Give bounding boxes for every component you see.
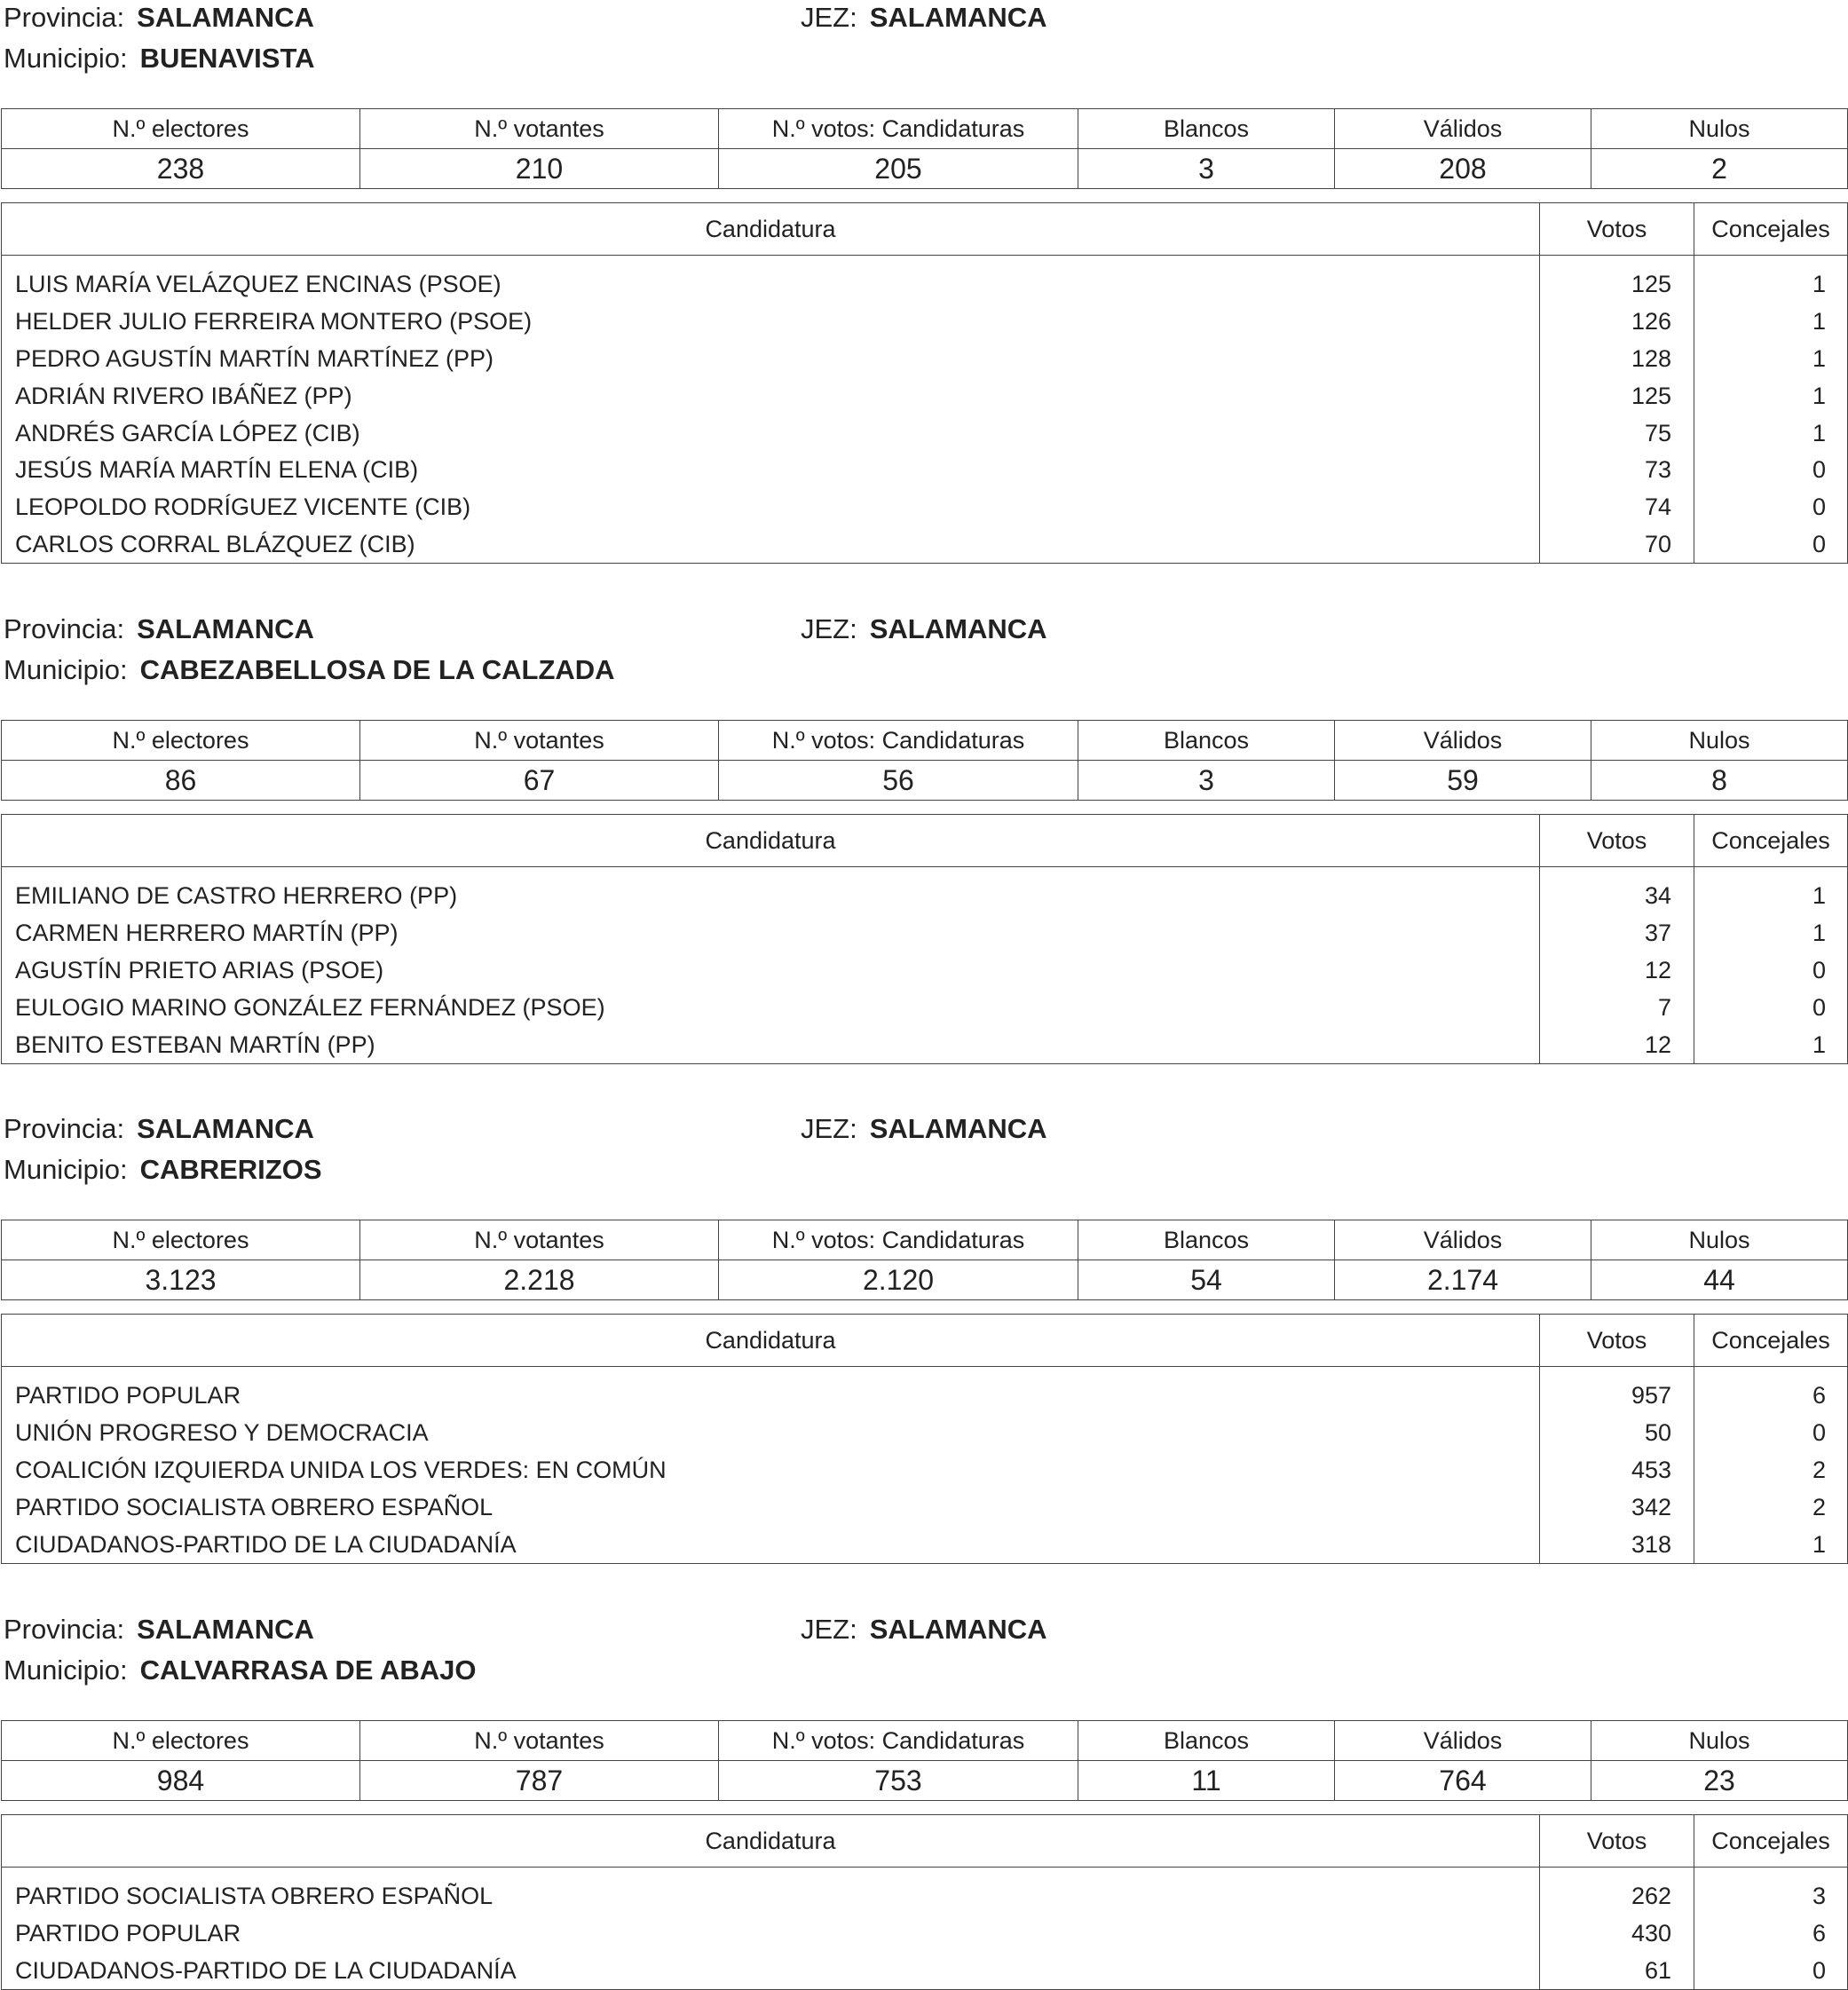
nulos-value: 8 bbox=[1591, 761, 1848, 801]
votos-header: Votos bbox=[1540, 203, 1694, 256]
candidate-name: COALICIÓN IZQUIERDA UNIDA LOS VERDES: EN COMÚN bbox=[2, 1452, 1540, 1489]
candidate-name: PEDRO AGUSTÍN MARTÍN MARTÍNEZ (PP) bbox=[2, 341, 1540, 378]
candidate-row bbox=[2, 1489, 1848, 1526]
votantes-header: N.º votantes bbox=[360, 1721, 719, 1761]
candidate-concejales: 2 bbox=[1694, 1452, 1848, 1489]
candidate-name: CARMEN HERRERO MARTÍN (PP) bbox=[2, 915, 1540, 952]
municipio-value: CABEZABELLOSA DE LA CALZADA bbox=[139, 654, 615, 685]
candidates-header-row bbox=[2, 1315, 1848, 1367]
electores-header: N.º electores bbox=[2, 1220, 360, 1260]
candidate-votes: 34 bbox=[1540, 867, 1694, 915]
candidate-votes: 430 bbox=[1540, 1915, 1694, 1953]
blancos-header: Blancos bbox=[1078, 1721, 1335, 1761]
jez-label: JEZ: bbox=[801, 1614, 857, 1645]
candidates-header-row bbox=[2, 1815, 1848, 1868]
candidate-concejales: 1 bbox=[1694, 915, 1848, 952]
blancos-header: Blancos bbox=[1078, 1220, 1335, 1260]
stats-table bbox=[1, 720, 1848, 801]
jez-label: JEZ: bbox=[801, 1113, 857, 1144]
jez-value: SALAMANCA bbox=[869, 1113, 1047, 1144]
candidates-body bbox=[2, 1367, 1848, 1564]
electores-value: 86 bbox=[2, 761, 360, 801]
candidates-table bbox=[1, 202, 1848, 564]
blancos-header: Blancos bbox=[1078, 109, 1335, 149]
stats-values-row bbox=[2, 761, 1848, 801]
candidate-concejales: 1 bbox=[1694, 415, 1848, 452]
votantes-value: 2.218 bbox=[360, 1260, 719, 1300]
candidates-table bbox=[1, 1814, 1848, 1990]
blancos-value: 54 bbox=[1078, 1260, 1335, 1300]
candidate-name: BENITO ESTEBAN MARTÍN (PP) bbox=[2, 1026, 1540, 1063]
candidatura-header: Candidatura bbox=[2, 203, 1540, 256]
candidate-concejales: 0 bbox=[1694, 1415, 1848, 1452]
votos-header: Votos bbox=[1540, 1815, 1694, 1868]
candidate-row bbox=[2, 1953, 1848, 1990]
candidate-concejales: 3 bbox=[1694, 1868, 1848, 1915]
candidate-row bbox=[2, 1526, 1848, 1563]
candidates-header-row bbox=[2, 815, 1848, 867]
votos-candidaturas-header: N.º votos: Candidaturas bbox=[719, 1220, 1078, 1260]
concejales-header: Concejales bbox=[1694, 203, 1848, 256]
candidate-name: EMILIANO DE CASTRO HERRERO (PP) bbox=[2, 867, 1540, 915]
provincia-value: SALAMANCA bbox=[137, 613, 314, 644]
nulos-header: Nulos bbox=[1591, 1721, 1848, 1761]
votantes-value: 67 bbox=[360, 761, 719, 801]
stats-values-row bbox=[2, 1761, 1848, 1801]
candidate-name: LUIS MARÍA VELÁZQUEZ ENCINAS (PSOE) bbox=[2, 256, 1540, 304]
stats-table bbox=[1, 108, 1848, 189]
candidate-row bbox=[2, 377, 1848, 415]
candidate-name: CIUDADANOS-PARTIDO DE LA CIUDADANÍA bbox=[2, 1526, 1540, 1563]
validos-value: 2.174 bbox=[1335, 1260, 1591, 1300]
candidate-row bbox=[2, 415, 1848, 452]
validos-header: Válidos bbox=[1335, 1220, 1591, 1260]
candidate-concejales: 0 bbox=[1694, 452, 1848, 489]
nulos-value: 44 bbox=[1591, 1260, 1848, 1300]
candidate-row bbox=[2, 489, 1848, 526]
candidate-row bbox=[2, 1026, 1848, 1063]
candidate-concejales: 0 bbox=[1694, 526, 1848, 564]
municipio-line bbox=[4, 1653, 476, 1688]
candidate-name: ANDRÉS GARCÍA LÓPEZ (CIB) bbox=[2, 415, 1540, 452]
votantes-header: N.º votantes bbox=[360, 721, 719, 761]
candidate-name: ADRIÁN RIVERO IBÁÑEZ (PP) bbox=[2, 377, 1540, 415]
concejales-header: Concejales bbox=[1694, 1815, 1848, 1868]
candidate-name: PARTIDO SOCIALISTA OBRERO ESPAÑOL bbox=[2, 1489, 1540, 1526]
candidate-row bbox=[2, 989, 1848, 1026]
stats-values-row bbox=[2, 149, 1848, 189]
validos-header: Válidos bbox=[1335, 109, 1591, 149]
candidate-votes: 318 bbox=[1540, 1526, 1694, 1563]
candidate-concejales: 1 bbox=[1694, 256, 1848, 304]
candidate-name: UNIÓN PROGRESO Y DEMOCRACIA bbox=[2, 1415, 1540, 1452]
candidate-votes: 453 bbox=[1540, 1452, 1694, 1489]
candidate-votes: 125 bbox=[1540, 377, 1694, 415]
votos-candidaturas-value: 205 bbox=[719, 149, 1078, 189]
nulos-header: Nulos bbox=[1591, 721, 1848, 761]
candidate-concejales: 6 bbox=[1694, 1915, 1848, 1953]
votos-candidaturas-header: N.º votos: Candidaturas bbox=[719, 109, 1078, 149]
provincia-label: Provincia: bbox=[4, 613, 125, 644]
stats-header-row bbox=[2, 1721, 1848, 1761]
provincia-line bbox=[4, 0, 314, 36]
candidate-votes: 262 bbox=[1540, 1868, 1694, 1915]
electores-header: N.º electores bbox=[2, 1721, 360, 1761]
candidate-votes: 128 bbox=[1540, 341, 1694, 378]
candidate-votes: 61 bbox=[1540, 1953, 1694, 1990]
candidate-row bbox=[2, 952, 1848, 990]
candidate-row bbox=[2, 1415, 1848, 1452]
electores-header: N.º electores bbox=[2, 109, 360, 149]
candidate-concejales: 6 bbox=[1694, 1367, 1848, 1415]
candidates-table bbox=[1, 814, 1848, 1064]
candidate-name: AGUSTÍN PRIETO ARIAS (PSOE) bbox=[2, 952, 1540, 990]
candidate-name: HELDER JULIO FERREIRA MONTERO (PSOE) bbox=[2, 304, 1540, 341]
candidate-row bbox=[2, 915, 1848, 952]
votantes-header: N.º votantes bbox=[360, 1220, 719, 1260]
candidate-concejales: 1 bbox=[1694, 1526, 1848, 1563]
votos-candidaturas-header: N.º votos: Candidaturas bbox=[719, 721, 1078, 761]
candidate-concejales: 0 bbox=[1694, 989, 1848, 1026]
jez-line bbox=[801, 612, 1047, 647]
candidate-name: LEOPOLDO RODRÍGUEZ VICENTE (CIB) bbox=[2, 489, 1540, 526]
validos-value: 208 bbox=[1335, 149, 1591, 189]
candidates-body bbox=[2, 256, 1848, 564]
candidates-table bbox=[1, 1314, 1848, 1564]
candidate-row bbox=[2, 304, 1848, 341]
validos-header: Válidos bbox=[1335, 1721, 1591, 1761]
candidate-concejales: 0 bbox=[1694, 489, 1848, 526]
votos-header: Votos bbox=[1540, 1315, 1694, 1367]
candidate-name: PARTIDO SOCIALISTA OBRERO ESPAÑOL bbox=[2, 1868, 1540, 1915]
nulos-value: 23 bbox=[1591, 1761, 1848, 1801]
candidate-row bbox=[2, 341, 1848, 378]
candidate-row bbox=[2, 1452, 1848, 1489]
votos-header: Votos bbox=[1540, 815, 1694, 867]
nulos-header: Nulos bbox=[1591, 1220, 1848, 1260]
candidate-votes: 7 bbox=[1540, 989, 1694, 1026]
candidate-name: JESÚS MARÍA MARTÍN ELENA (CIB) bbox=[2, 452, 1540, 489]
candidate-concejales: 0 bbox=[1694, 952, 1848, 990]
municipio-label: Municipio: bbox=[4, 1154, 128, 1185]
municipio-value: BUENAVISTA bbox=[139, 43, 315, 74]
votantes-value: 210 bbox=[360, 149, 719, 189]
stats-header-row bbox=[2, 721, 1848, 761]
candidate-concejales: 1 bbox=[1694, 867, 1848, 915]
candidatura-header: Candidatura bbox=[2, 1815, 1540, 1868]
blancos-value: 11 bbox=[1078, 1761, 1335, 1801]
jez-line bbox=[801, 1111, 1047, 1147]
municipio-line bbox=[4, 1152, 322, 1188]
stats-table bbox=[1, 1220, 1848, 1300]
votos-candidaturas-value: 753 bbox=[719, 1761, 1078, 1801]
stats-header-row bbox=[2, 1220, 1848, 1260]
stats-header-row bbox=[2, 109, 1848, 149]
votos-candidaturas-header: N.º votos: Candidaturas bbox=[719, 1721, 1078, 1761]
candidate-row bbox=[2, 452, 1848, 489]
provincia-value: SALAMANCA bbox=[137, 1113, 314, 1144]
candidate-votes: 50 bbox=[1540, 1415, 1694, 1452]
candidate-concejales: 1 bbox=[1694, 1026, 1848, 1063]
validos-header: Válidos bbox=[1335, 721, 1591, 761]
candidate-name: CIUDADANOS-PARTIDO DE LA CIUDADANÍA bbox=[2, 1953, 1540, 1990]
electores-value: 3.123 bbox=[2, 1260, 360, 1300]
candidate-votes: 75 bbox=[1540, 415, 1694, 452]
candidate-name: EULOGIO MARINO GONZÁLEZ FERNÁNDEZ (PSOE) bbox=[2, 989, 1540, 1026]
votantes-header: N.º votantes bbox=[360, 109, 719, 149]
candidate-row bbox=[2, 526, 1848, 564]
votos-candidaturas-value: 2.120 bbox=[719, 1260, 1078, 1300]
candidate-concejales: 1 bbox=[1694, 341, 1848, 378]
jez-label: JEZ: bbox=[801, 613, 857, 644]
candidates-body bbox=[2, 867, 1848, 1064]
concejales-header: Concejales bbox=[1694, 1315, 1848, 1367]
jez-value: SALAMANCA bbox=[869, 2, 1047, 33]
nulos-header: Nulos bbox=[1591, 109, 1848, 149]
municipio-label: Municipio: bbox=[4, 43, 128, 74]
blancos-value: 3 bbox=[1078, 149, 1335, 189]
candidatura-header: Candidatura bbox=[2, 815, 1540, 867]
blancos-value: 3 bbox=[1078, 761, 1335, 801]
provincia-value: SALAMANCA bbox=[137, 1614, 314, 1645]
municipio-line bbox=[4, 652, 615, 688]
candidate-name: PARTIDO POPULAR bbox=[2, 1367, 1540, 1415]
provincia-label: Provincia: bbox=[4, 2, 125, 33]
provincia-line bbox=[4, 612, 314, 647]
candidatura-header: Candidatura bbox=[2, 1315, 1540, 1367]
candidates-header-row bbox=[2, 203, 1848, 256]
electores-header: N.º electores bbox=[2, 721, 360, 761]
votos-candidaturas-value: 56 bbox=[719, 761, 1078, 801]
candidate-concejales: 1 bbox=[1694, 304, 1848, 341]
candidate-votes: 957 bbox=[1540, 1367, 1694, 1415]
jez-value: SALAMANCA bbox=[869, 1614, 1047, 1645]
nulos-value: 2 bbox=[1591, 149, 1848, 189]
jez-line bbox=[801, 1612, 1047, 1647]
provincia-line bbox=[4, 1612, 314, 1647]
candidate-votes: 12 bbox=[1540, 952, 1694, 990]
candidate-concejales: 1 bbox=[1694, 377, 1848, 415]
stats-values-row bbox=[2, 1260, 1848, 1300]
candidate-row bbox=[2, 1868, 1848, 1915]
validos-value: 59 bbox=[1335, 761, 1591, 801]
municipio-line bbox=[4, 41, 314, 76]
municipio-label: Municipio: bbox=[4, 1654, 128, 1686]
electores-value: 984 bbox=[2, 1761, 360, 1801]
municipio-value: CALVARRASA DE ABAJO bbox=[139, 1654, 477, 1686]
votantes-value: 787 bbox=[360, 1761, 719, 1801]
candidate-votes: 37 bbox=[1540, 915, 1694, 952]
candidate-row bbox=[2, 256, 1848, 304]
provincia-line bbox=[4, 1111, 314, 1147]
candidate-concejales: 2 bbox=[1694, 1489, 1848, 1526]
jez-line bbox=[801, 0, 1047, 36]
candidate-name: CARLOS CORRAL BLÁZQUEZ (CIB) bbox=[2, 526, 1540, 564]
municipio-value: CABRERIZOS bbox=[139, 1154, 322, 1185]
candidate-row bbox=[2, 1915, 1848, 1953]
candidate-votes: 73 bbox=[1540, 452, 1694, 489]
concejales-header: Concejales bbox=[1694, 815, 1848, 867]
validos-value: 764 bbox=[1335, 1761, 1591, 1801]
candidate-row bbox=[2, 1367, 1848, 1415]
municipio-label: Municipio: bbox=[4, 654, 128, 685]
candidate-votes: 12 bbox=[1540, 1026, 1694, 1063]
candidate-votes: 74 bbox=[1540, 489, 1694, 526]
electores-value: 238 bbox=[2, 149, 360, 189]
candidate-votes: 125 bbox=[1540, 256, 1694, 304]
jez-label: JEZ: bbox=[801, 2, 857, 33]
provincia-value: SALAMANCA bbox=[137, 2, 314, 33]
candidate-name: PARTIDO POPULAR bbox=[2, 1915, 1540, 1953]
candidate-votes: 70 bbox=[1540, 526, 1694, 564]
candidate-votes: 342 bbox=[1540, 1489, 1694, 1526]
candidates-body bbox=[2, 1868, 1848, 1990]
jez-value: SALAMANCA bbox=[869, 613, 1047, 644]
provincia-label: Provincia: bbox=[4, 1113, 125, 1144]
provincia-label: Provincia: bbox=[4, 1614, 125, 1645]
blancos-header: Blancos bbox=[1078, 721, 1335, 761]
stats-table bbox=[1, 1720, 1848, 1801]
candidate-concejales: 0 bbox=[1694, 1953, 1848, 1990]
candidate-row bbox=[2, 867, 1848, 915]
candidate-votes: 126 bbox=[1540, 304, 1694, 341]
